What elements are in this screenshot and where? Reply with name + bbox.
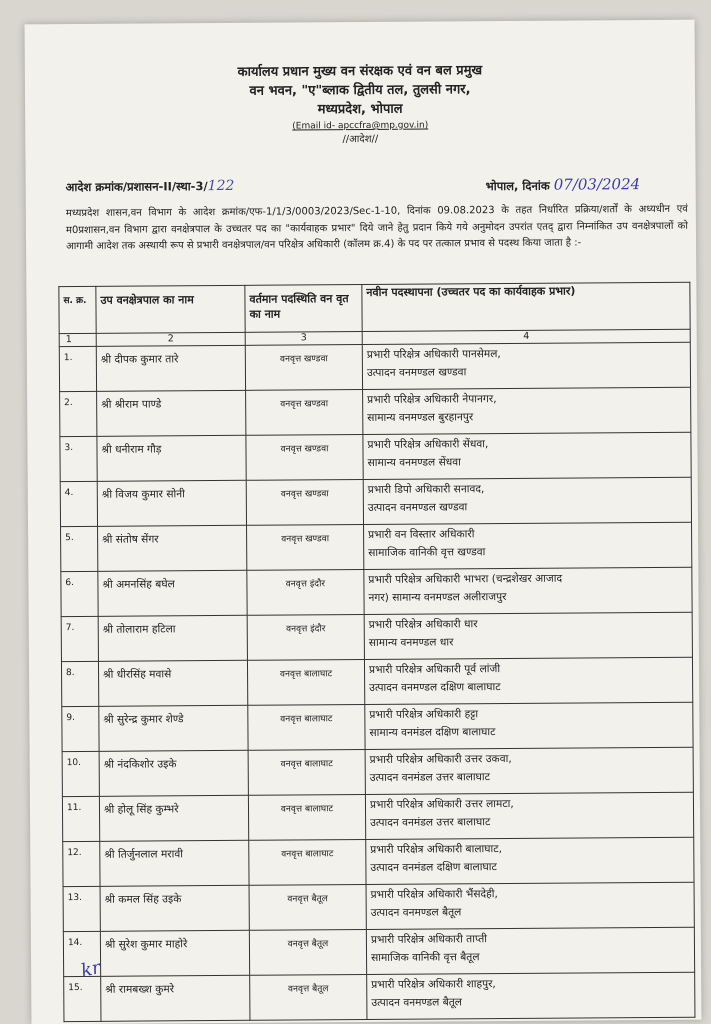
- table-row: [63, 837, 694, 886]
- header-line-3: मध्यप्रदेश, भोपाल: [317, 101, 403, 118]
- table-row: [61, 522, 692, 571]
- table-row: [62, 792, 693, 841]
- posting-line-1: प्रभारी वन विस्तार अधिकारी: [368, 528, 475, 541]
- posting-line-2: उत्पादन वनमंडल दक्षिण बालाघाट: [370, 861, 497, 874]
- order-body-text: मध्यप्रदेश शासन,वन विभाग के आदेश क्रमांक/एफ-1/1/3/0003/2023/Sec-1-10, दिनांक 09.08.2023 के तहत निर्धारित प्रक्रिया/शर्तों के अध्यधीन एवं म0प्रशासन,वन विभाग द्वारा वनक्षेत्रपाल के उच्चतर पद का "कार्यवाहक प्रभार" दिये जाने हेतु प्रदान किये गये अनुमोदन उपरांत एतद् द्वारा निम्नांकित उप वनक्षेत्रपालों को आगामी आदेश तक अस्थायी रूप से प्रभारी वनक्षेत्रपाल/वन परिक्षेत्र अधिकारी (कॉलम क्र.4) के पद पर तत्काल प्रभाव से पदस्थ किया जाता है :-: [65, 203, 688, 253]
- col-number: 4: [362, 329, 690, 344]
- cell-new-posting: [365, 747, 693, 794]
- posting-line-2: सामान्य वनमण्डल सेंधवा: [367, 456, 461, 469]
- cell-sno: 15.: [64, 976, 101, 1021]
- posting-line-1: प्रभारी परिक्षेत्र अधिकारी पूर्व लांजी: [368, 663, 501, 676]
- posting-line-2: उत्पादन वनमण्डल बैतूल: [370, 906, 462, 919]
- cell-sno: 8.: [61, 661, 98, 706]
- posting-line-2: सामान्य वनमण्डल बुरहानपुर: [367, 411, 474, 424]
- posting-line-1: प्रभारी परिक्षेत्र अधिकारी नेपानगर,: [367, 393, 497, 406]
- posting-line-2: उत्पादन वनमंडल उत्तर बालाघाट: [370, 816, 491, 829]
- posting-line-1: प्रभारी परिक्षेत्र अधिकारी हट्टा: [369, 708, 479, 721]
- posting-line-1: प्रभारी परिक्षेत्र अधिकारी उत्तर उकवा,: [369, 752, 512, 766]
- posting-line-1: प्रभारी डिपो अधिकारी सनावद,: [367, 483, 485, 496]
- posting-line-2: नगर) सामान्य वनमण्डल अलीराजपुर: [368, 591, 507, 604]
- posting-line-1: प्रभारी परिक्षेत्र अधिकारी ताप्ती: [370, 933, 488, 946]
- posting-line-1: प्रभारी परिक्षेत्र अधिकारी धार: [368, 618, 478, 631]
- cell-sno: 3.: [60, 436, 97, 481]
- document-page: [25, 20, 702, 1024]
- order-reference: [66, 178, 235, 195]
- cell-name: श्री धनीराम गौड़: [97, 435, 246, 481]
- table-row: [59, 342, 690, 391]
- cell-name: श्री नंदकिशोर उइके: [99, 750, 248, 796]
- place-date-prefix: भोपाल, दिनांक: [485, 178, 550, 194]
- table-row: [63, 927, 694, 976]
- cell-new-posting: [363, 387, 691, 434]
- posting-line-2: सामाजिक वानिकी वृत्त खण्डवा: [368, 546, 486, 559]
- cell-circle: वनवृत्त बैतूल: [249, 929, 366, 975]
- table-row: [60, 432, 691, 481]
- cell-new-posting: [365, 702, 693, 749]
- header-circle: वर्तमान पदस्थिति वन वृत का नाम: [245, 285, 362, 333]
- cell-circle: वनवृत्त बैतूल: [250, 974, 367, 1020]
- header-line-2: वन भवन, "ए"ब्लाक द्वितीय तल, तुलसी नगर,: [249, 82, 471, 99]
- cell-name: श्री कमल सिंह उइके: [100, 885, 249, 931]
- table-header-row: [59, 282, 690, 333]
- cell-new-posting: [362, 342, 690, 389]
- posting-line-2: सामाजिक वानिकी वृत्त बैतूल: [371, 951, 480, 964]
- header-new-posting: नवीन पदस्थापना (उच्चतर पद का कार्यवाहक प्रभार): [362, 282, 690, 331]
- posting-line-2: उत्पादन वनमण्डल बैतूल: [371, 996, 463, 1009]
- order-date: 07/03/2024: [553, 175, 641, 194]
- header-line-1: कार्यालय प्रधान मुख्य वन संरक्षक एवं वन बल प्रमुख: [237, 63, 483, 80]
- table-row: [62, 702, 693, 751]
- cell-new-posting: [366, 882, 694, 929]
- posting-line-2: उत्पादन वनमण्डल खण्डवा: [367, 501, 468, 514]
- table-row: [60, 387, 691, 436]
- posting-line-1: प्रभारी परिक्षेत्र अधिकारी भाभरा (चन्द्रशेखर आजाद: [368, 572, 563, 586]
- cell-new-posting: [363, 432, 691, 479]
- reference-line: [65, 175, 686, 195]
- cell-sno: 5.: [61, 526, 98, 571]
- table-row: [64, 972, 695, 1021]
- table-row: [62, 747, 693, 796]
- cell-sno: 1.: [59, 346, 96, 391]
- cell-sno: 11.: [62, 796, 99, 841]
- cell-circle: वनवृत्त बालाघाट: [248, 749, 365, 795]
- cell-sno: 4.: [60, 481, 97, 526]
- cell-sno: 14.: [63, 931, 100, 976]
- order-number: 122: [207, 177, 235, 195]
- cell-circle: वनवृत्त बैतूल: [249, 884, 366, 930]
- cell-name: श्री सुरेन्द्र कुमार शेण्डे: [99, 705, 248, 751]
- posting-line-1: प्रभारी परिक्षेत्र अधिकारी सेंधवा,: [367, 438, 489, 451]
- cell-name: श्री अमनसिंह बघेल: [98, 570, 247, 616]
- posting-line-2: उत्पादन वनमण्डल दक्षिण बालाघाट: [369, 681, 501, 694]
- cell-sno: 10.: [62, 751, 99, 796]
- cell-sno: 6.: [61, 571, 98, 616]
- header-sno: स. क्र.: [59, 286, 96, 333]
- cell-circle: वनवृत्त खण्डवा: [246, 389, 363, 435]
- posting-line-1: प्रभारी परिक्षेत्र अधिकारी भैंसदेही,: [370, 888, 498, 901]
- cell-circle: वनवृत्त इंदौर: [247, 614, 364, 660]
- cell-circle: वनवृत्त खण्डवा: [247, 524, 364, 570]
- col-number: 2: [96, 332, 245, 346]
- signature-mark: kr: [79, 957, 103, 982]
- cell-new-posting: [364, 522, 692, 569]
- cell-sno: 13.: [63, 886, 100, 931]
- posting-line-1: प्रभारी परिक्षेत्र अधिकारी बालाघाट,: [370, 843, 503, 856]
- cell-circle: वनवृत्त बालाघाट: [249, 839, 366, 885]
- cell-circle: वनवृत्त बालाघाट: [247, 659, 364, 705]
- table-row: [63, 882, 694, 931]
- posting-line-1: प्रभारी परिक्षेत्र अधिकारी उत्तर लामटा,: [369, 797, 514, 811]
- posting-line-2: उत्पादन वनमंडल उत्तर बालाघाट: [369, 771, 491, 784]
- cell-new-posting: [366, 927, 694, 974]
- cell-sno: 9.: [62, 706, 99, 751]
- cell-new-posting: [364, 567, 692, 614]
- table-row: [61, 612, 692, 661]
- col-number: 1: [59, 333, 96, 346]
- cell-circle: वनवृत्त खण्डवा: [246, 434, 363, 480]
- posting-line-1: प्रभारी परिक्षेत्र अधिकारी पानसेमल,: [366, 348, 501, 361]
- cell-new-posting: [365, 792, 693, 839]
- cell-name: श्री धीरसिंह मवासे: [98, 660, 247, 706]
- header-email: (Email id- apccfra@mp.gov.in): [292, 120, 429, 132]
- posting-table: [58, 282, 695, 1022]
- cell-sno: 2.: [60, 391, 97, 436]
- cell-circle: वनवृत्त इंदौर: [247, 569, 364, 615]
- place-date: [486, 175, 641, 194]
- cell-new-posting: [363, 477, 691, 524]
- cell-name: श्री संतोष सेंगर: [98, 525, 247, 571]
- cell-name: श्री तोलाराम हटिला: [98, 615, 247, 661]
- cell-name: श्री विजय कुमार सोनी: [97, 480, 246, 526]
- cell-sno: 7.: [61, 616, 98, 661]
- office-header: [25, 60, 696, 150]
- cell-name: श्री दीपक कुमार तारे: [96, 345, 245, 391]
- cell-circle: वनवृत्त खण्डवा: [245, 345, 362, 391]
- cell-name: श्री तिर्जुनलाल मरावी: [100, 840, 249, 886]
- order-title: //आदेश//: [342, 133, 379, 146]
- col-number: 3: [245, 332, 362, 346]
- table-row: [60, 477, 691, 526]
- cell-new-posting: [364, 657, 692, 704]
- table-row: [61, 567, 692, 616]
- posting-line-2: उत्पादन वनमण्डल खण्डवा: [366, 366, 467, 379]
- posting-line-2: सामान्य वनमंडल दक्षिण बालाघाट: [369, 726, 496, 739]
- cell-new-posting: [367, 972, 695, 1019]
- cell-name: श्री सुरेश कुमार माहोरे: [100, 930, 249, 976]
- cell-new-posting: [364, 612, 692, 659]
- cell-name: श्री श्रीराम पाण्डे: [97, 390, 246, 436]
- cell-circle: वनवृत्त बालाघाट: [248, 794, 365, 840]
- order-prefix: आदेश क्रमांक/प्रशासन-II/स्था-3/: [65, 179, 208, 195]
- cell-circle: वनवृत्त बालाघाट: [248, 704, 365, 750]
- cell-sno: 12.: [63, 841, 100, 886]
- posting-line-2: सामान्य वनमण्डल धार: [368, 636, 454, 649]
- cell-name: श्री रामबख्श कुमरे: [101, 975, 250, 1021]
- cell-new-posting: [366, 837, 694, 884]
- cell-circle: वनवृत्त खण्डवा: [246, 479, 363, 525]
- posting-line-1: प्रभारी परिक्षेत्र अधिकारी शाहपुर,: [371, 978, 496, 991]
- table-row: [61, 657, 692, 706]
- header-name: उप वनक्षेत्रपाल का नाम: [96, 285, 245, 333]
- cell-name: श्री होलू सिंह कुम्भरे: [99, 795, 248, 841]
